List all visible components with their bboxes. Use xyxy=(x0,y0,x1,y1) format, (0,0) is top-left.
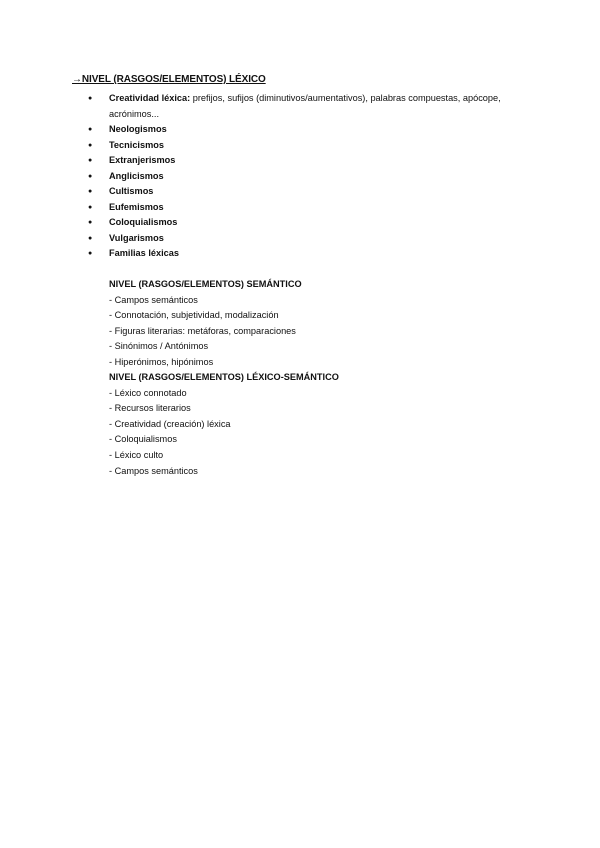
bullet-term: Familias léxicas xyxy=(109,248,179,258)
bullet-term: Coloquialismos xyxy=(109,217,178,227)
list-item xyxy=(88,200,508,216)
bullet-term: Extranjerismos xyxy=(109,155,176,165)
list-item: - Campos semánticos xyxy=(109,465,198,476)
list-item xyxy=(88,231,508,247)
bullet-term: Cultismos xyxy=(109,186,154,196)
bullet-term: Vulgarismos xyxy=(109,232,164,243)
list-item: - Figuras literarias: metáforas, comparaciones xyxy=(109,325,296,336)
bullet-term: Anglicismos xyxy=(109,170,164,181)
list-item: - Léxico connotado xyxy=(109,387,187,398)
list-item xyxy=(88,122,508,138)
list-item: - Hiperónimos, hipónimos xyxy=(109,356,214,367)
list-item xyxy=(88,184,508,200)
list-item xyxy=(88,138,508,154)
list-item: - Coloquialismos xyxy=(109,434,177,445)
bullet-term: Neologismos xyxy=(109,124,167,134)
bullet-term: Creatividad léxica: xyxy=(109,93,191,103)
bullet-description: prefijos, sufijos (diminutivos/aumentativos), palabras compuestas, apócope, acrónimos... xyxy=(109,93,501,119)
list-item: - Creatividad (creación) léxica xyxy=(109,418,231,429)
list-item xyxy=(88,169,508,185)
list-item: - Campos semánticos xyxy=(109,294,198,305)
section-heading-semantico: NIVEL (RASGOS/ELEMENTOS) SEMÁNTICO xyxy=(109,279,302,289)
list-item xyxy=(88,246,508,262)
list-item xyxy=(88,91,508,122)
list-item: - Léxico culto xyxy=(109,449,164,460)
list-item: - Sinónimos / Antónimos xyxy=(109,341,209,352)
section-heading-lexico: →NIVEL (RASGOS/ELEMENTOS) LÉXICO xyxy=(72,74,266,85)
list-item: - Connotación, subjetividad, modalización xyxy=(109,310,279,321)
lexico-bullet-list xyxy=(88,91,508,262)
list-item: - Recursos literarios xyxy=(109,403,191,414)
bullet-term: Eufemismos xyxy=(109,201,164,212)
list-item xyxy=(88,215,508,231)
section-lexico-semantico xyxy=(109,370,509,479)
list-item xyxy=(88,153,508,169)
section-heading-lexico-semantico: NIVEL (RASGOS/ELEMENTOS) LÉXICO-SEMÁNTICO xyxy=(109,372,339,382)
section-semantico xyxy=(109,277,509,371)
bullet-term: Tecnicismos xyxy=(109,139,164,150)
